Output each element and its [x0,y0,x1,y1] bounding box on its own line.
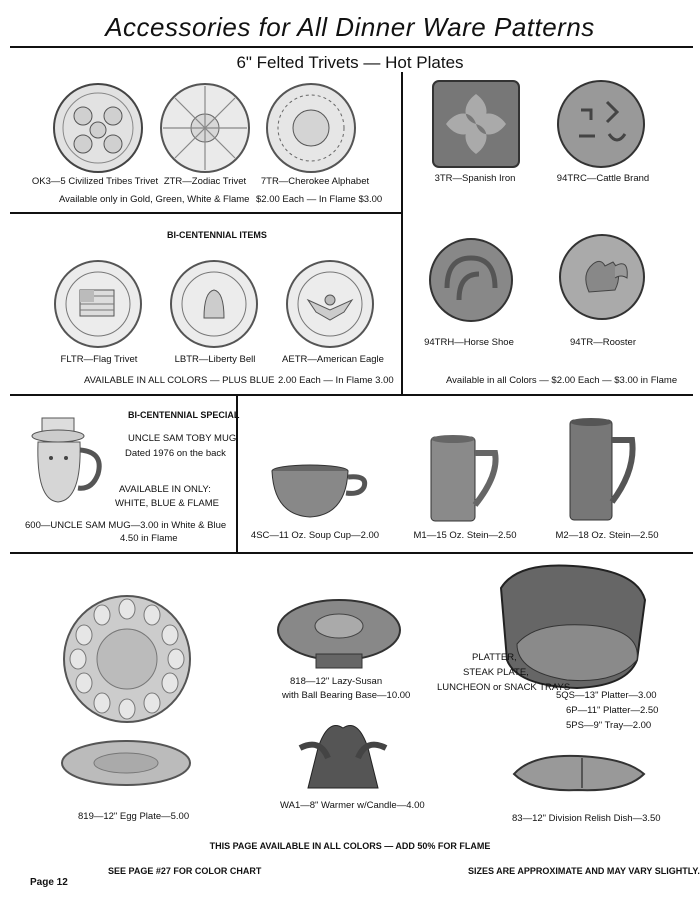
item-label: AETR—American Eagle [282,354,384,365]
page-number: Page 12 [30,877,68,888]
special-line: UNCLE SAM TOBY MUG [128,433,237,444]
platter-desc: STEAK PLATE, [463,667,529,678]
item-label: 819—12" Egg Plate—5.00 [78,811,190,822]
price-note: 6P—11" Platter—2.50 [566,705,659,716]
lazy-susan-image [276,596,402,670]
special-line: Dated 1976 on the back [125,448,226,459]
availability-note: AVAILABLE IN ALL COLORS — PLUS BLUE [84,375,275,386]
platter-desc: PLATTER, [472,652,517,663]
item-label: 83—12" Division Relish Dish—3.50 [512,813,661,824]
price-note: 5QS—13" Platter—3.00 [556,690,657,701]
availability-note: Available only in Gold, Green, White & Flame [59,194,250,205]
stein-18oz-image [566,418,642,522]
item-label: LBTR—Liberty Bell [174,354,256,365]
cattle-brand-trivet-image [557,80,645,168]
cherokee-alphabet-trivet-image [266,82,356,174]
item-label: OK3—5 Civilized Tribes Trivet [31,176,159,187]
egg-plate-side-image [60,738,192,788]
flag-trivet-image [54,260,142,348]
item-label: 4SC—11 Oz. Soup Cup—2.00 [250,530,380,541]
divider [10,394,693,396]
soup-cup-image [270,465,370,521]
relish-dish-image [512,752,646,794]
civilized-tribes-trivet-image [53,82,143,174]
item-label: with Ball Bearing Base—10.00 [282,690,411,701]
item-label: 94TRH—Horse Shoe [424,337,514,348]
warmer-image [298,718,388,794]
colors-note: THIS PAGE AVAILABLE IN ALL COLORS — ADD 50% FOR FLAME [209,841,491,851]
item-label: 3TR—Spanish Iron [434,173,516,184]
liberty-bell-trivet-image [170,260,258,348]
price-note: 4.50 in Flame [120,533,178,544]
page-title: Accessories for All Dinner Ware Patterns [105,12,595,42]
platter-desc: LUNCHEON or SNACK TRAYS [437,682,571,693]
divider [10,46,693,48]
sizes-note: SIZES ARE APPROXIMATE AND MAY VARY SLIGHTLY. [468,866,700,876]
color-chart-ref: SEE PAGE #27 FOR COLOR CHART [108,866,262,876]
price-note: Available in all Colors — $2.00 Each — $3.00 in Flame [446,375,678,386]
special-line: WHITE, BLUE & FLAME [115,498,219,509]
divider [401,72,403,394]
rooster-trivet-image [559,234,645,320]
item-label: 7TR—Cherokee Alphabet [260,176,370,187]
item-label: M2—18 Oz. Stein—2.50 [555,530,659,541]
spanish-iron-trivet-image [432,80,520,168]
egg-plate-image [62,595,192,723]
american-eagle-trivet-image [286,260,374,348]
price-note: 5PS—9" Tray—2.00 [566,720,652,731]
stein-15oz-image [427,435,503,523]
divider [10,212,401,214]
item-label: 94TR—Rooster [570,337,636,348]
uncle-sam-mug-image [26,418,110,504]
zodiac-trivet-image [160,82,250,174]
item-label: 818—12" Lazy-Susan [290,676,383,687]
price-note: 2.00 Each — In Flame 3.00 [278,375,394,386]
item-label: 94TRC—Cattle Brand [556,173,650,184]
section-heading: BI-CENTENNIAL SPECIAL [128,410,240,420]
item-label: M1—15 Oz. Stein—2.50 [413,530,517,541]
price-note: 600—UNCLE SAM MUG—3.00 in White & Blue [25,520,227,531]
divider [10,552,693,554]
special-line: AVAILABLE IN ONLY: [119,484,211,495]
horse-shoe-trivet-image [429,238,513,322]
section-subtitle: 6" Felted Trivets — Hot Plates [236,53,464,72]
item-label: FLTR—Flag Trivet [60,354,138,365]
item-label: ZTR—Zodiac Trivet [163,176,247,187]
item-label: WA1—8" Warmer w/Candle—4.00 [280,800,425,811]
price-note: $2.00 Each — In Flame $3.00 [256,194,383,205]
section-heading: BI-CENTENNIAL ITEMS [167,230,267,240]
